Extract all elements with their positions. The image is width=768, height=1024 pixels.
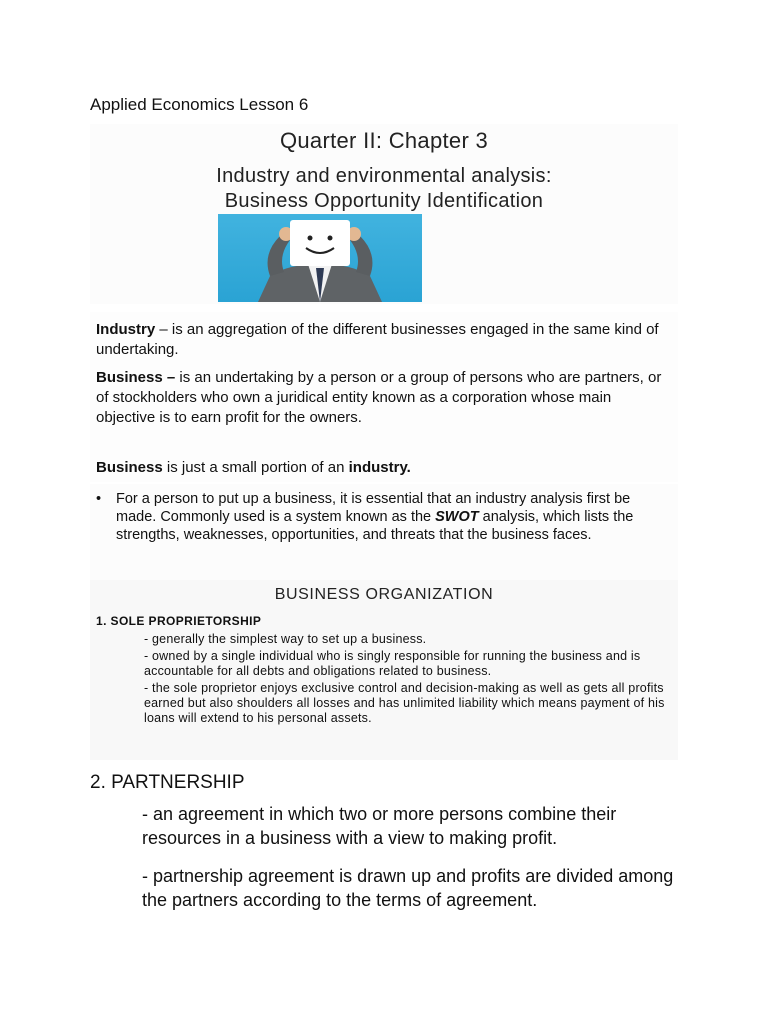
sole-proprietorship-list (144, 632, 670, 728)
industry-definition (96, 320, 672, 360)
chapter-slide (90, 124, 678, 304)
industry-text: – is an aggregation of the different businesses engaged in the same kind of undertaking. (96, 321, 659, 358)
partnership-heading: 2. PARTNERSHIP (90, 772, 245, 793)
business-definition (96, 368, 672, 428)
swot-term: SWOT (435, 509, 479, 525)
portion-end: industry. (348, 459, 411, 476)
sole-item-3: - the sole proprietor enjoys exclusive control and decision-making as well as gets all profits earned but also shoulders all losses and has unlimited liability which means payment of his loans will extend to his personal assets. (144, 681, 665, 725)
swot-text-after: analysis, which lists the strengths, weaknesses, opportunities, and threats that the business faces. (116, 509, 634, 543)
businessman-illustration (218, 214, 422, 302)
portion-term: Business (96, 459, 163, 476)
topic-heading-line1: Industry and environmental analysis: (216, 165, 552, 187)
swot-bullet-text (116, 490, 668, 544)
partnership-item-2: - partnership agreement is drawn up and profits are divided among the partners according to the terms of agreement. (142, 866, 674, 910)
definitions-slide (90, 312, 678, 482)
portion-mid: is just a small portion of an (162, 459, 349, 476)
business-text: is an undertaking by a person or a group of persons who are partners, or of stockholders who own a juridical entity known as a corporation whose main objective is to earn profit for the owners. (96, 369, 662, 426)
page-title: Applied Economics Lesson 6 (90, 95, 309, 114)
bullet-icon: • (96, 491, 102, 507)
industry-term: Industry (96, 321, 156, 338)
business-portion-note (96, 458, 672, 478)
organization-slide (90, 580, 678, 760)
partnership-item-1: - an agreement in which two or more persons combine their resources in a business with a view to making profit. (142, 804, 617, 848)
sole-proprietorship-heading: 1. SOLE PROPRIETORSHIP (96, 614, 262, 628)
swot-slide (90, 484, 678, 584)
topic-heading-line2: Business Opportunity Identification (224, 190, 544, 212)
sole-item-1: - generally the simplest way to set up a business. (144, 632, 427, 646)
chapter-heading: Quarter II: Chapter 3 (279, 128, 489, 153)
swot-text-before: For a person to put up a business, it is essential that an industry analysis first be made. Commonly used is a system known as the (116, 491, 631, 525)
businessman-smiley-photo (218, 214, 422, 302)
topic-heading (90, 164, 678, 214)
sole-item-2: - owned by a single individual who is singly responsible for running the business and is accountable for all debts and obligations related to business. (144, 649, 641, 678)
business-term: Business – (96, 369, 176, 386)
organization-heading: BUSINESS ORGANIZATION (274, 586, 494, 603)
